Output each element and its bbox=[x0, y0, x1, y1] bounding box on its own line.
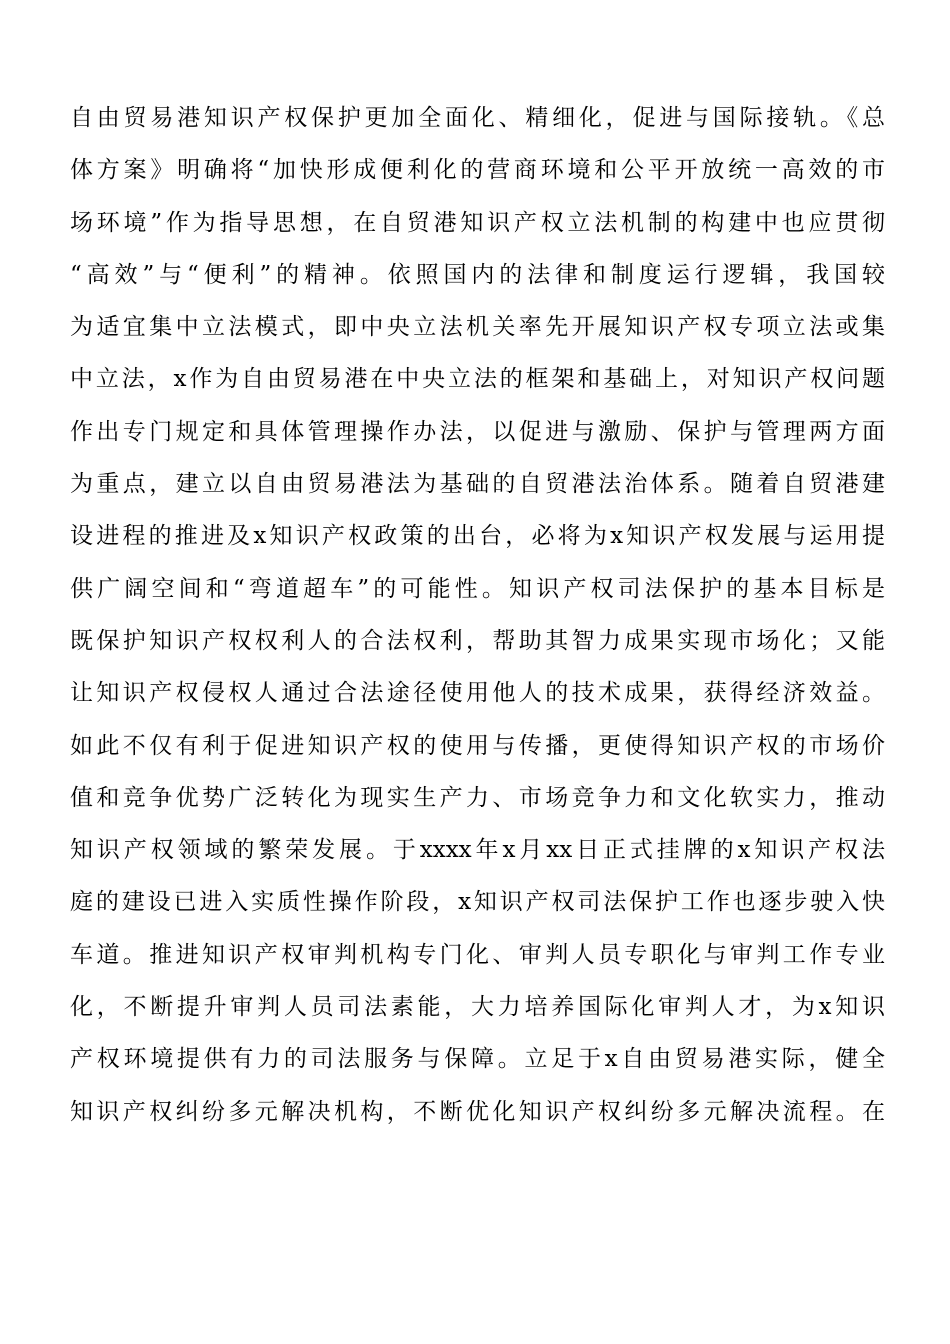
text-line: 场环境”作为指导思想，在自贸港知识产权立法机制的构建中也应贯彻 bbox=[70, 209, 885, 236]
text-line: 知识产权领域的繁荣发展。于xxxx年x月xx日正式挂牌的x知识产权法 bbox=[70, 837, 885, 864]
text-line: 庭的建设已进入实质性操作阶段，x知识产权司法保护工作也逐步驶入快 bbox=[70, 889, 885, 916]
text-line: 为重点，建立以自由贸易港法为基础的自贸港法治体系。随着自贸港建 bbox=[70, 471, 885, 498]
text-line: 体方案》明确将“加快形成便利化的营商环境和公平开放统一高效的市 bbox=[70, 157, 885, 184]
text-line: 作出专门规定和具体管理操作办法，以促进与激励、保护与管理两方面 bbox=[70, 418, 885, 445]
text-line: 为适宜集中立法模式，即中央立法机关率先开展知识产权专项立法或集 bbox=[70, 314, 885, 341]
text-line: 让知识产权侵权人通过合法途径使用他人的技术成果，获得经济效益。 bbox=[70, 680, 885, 707]
text-line: “高效”与“便利”的精神。依照国内的法律和制度运行逻辑，我国较 bbox=[70, 261, 885, 288]
text-line: 如此不仅有利于促进知识产权的使用与传播，更使得知识产权的市场价 bbox=[70, 732, 885, 759]
text-line: 知识产权纠纷多元解决机构，不断优化知识产权纠纷多元解决流程。在 bbox=[70, 1098, 885, 1125]
text-line: 值和竞争优势广泛转化为现实生产力、市场竞争力和文化软实力，推动 bbox=[70, 784, 885, 811]
text-line: 自由贸易港知识产权保护更加全面化、精细化，促进与国际接轨。《总 bbox=[70, 105, 885, 131]
text-line: 中立法，x作为自由贸易港在中央立法的框架和基础上，对知识产权问题 bbox=[70, 366, 885, 393]
text-line: 车道。推进知识产权审判机构专门化、审判人员专职化与审判工作专业 bbox=[70, 941, 885, 968]
text-line: 产权环境提供有力的司法服务与保障。立足于x自由贸易港实际，健全 bbox=[70, 1046, 885, 1073]
text-line: 化，不断提升审判人员司法素能，大力培养国际化审判人才，为x知识 bbox=[70, 994, 885, 1021]
text-line: 设进程的推进及x知识产权政策的出台，必将为x知识产权发展与运用提 bbox=[70, 523, 885, 550]
text-line: 供广阔空间和“弯道超车”的可能性。知识产权司法保护的基本目标是 bbox=[70, 575, 885, 602]
text-line: 既保护知识产权权利人的合法权利，帮助其智力成果实现市场化；又能 bbox=[70, 627, 885, 654]
body-text bbox=[70, 92, 885, 1138]
